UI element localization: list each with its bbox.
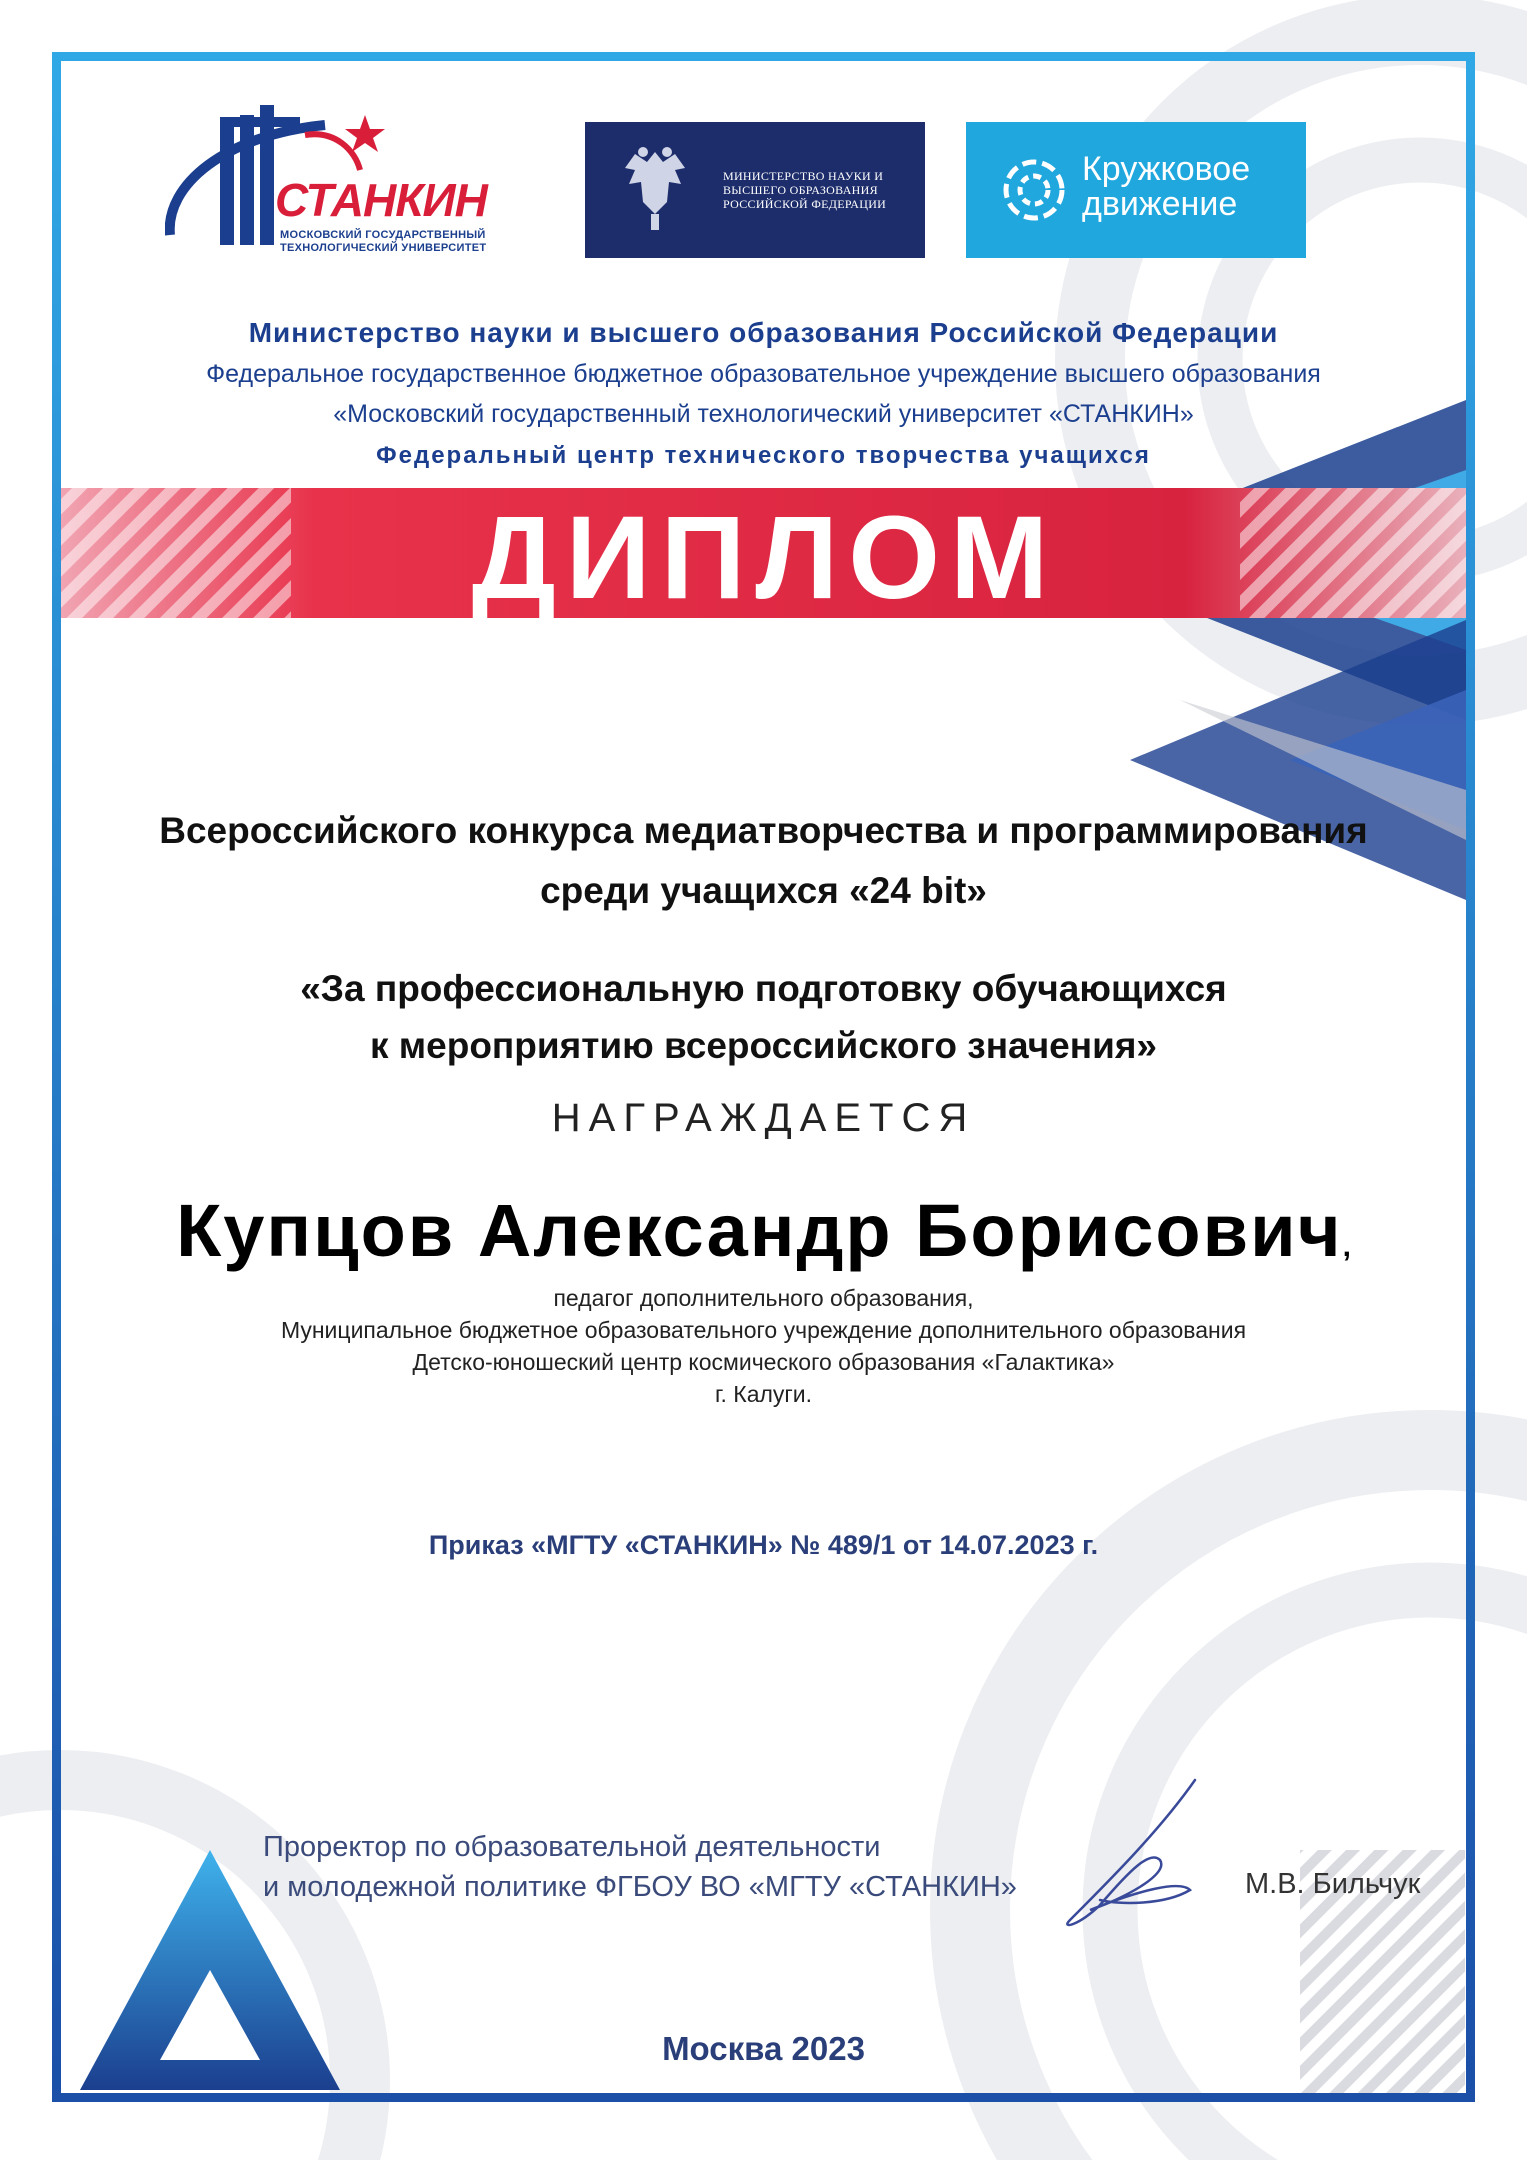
- awarded-label: НАГРАЖДАЕТСЯ: [551, 1096, 976, 1140]
- recipient-name: Купцов Александр Борисович: [176, 1189, 1343, 1272]
- nomination-line-1: «За профессиональную подготовку обучающихся: [300, 968, 1227, 1009]
- recipient-center: Детско-юношеский центр космического образования «Галактика»: [412, 1349, 1115, 1375]
- stankin-logo: [165, 95, 530, 270]
- order-reference: Приказ «МГТУ «СТАНКИН» № 489/1 от 14.07.2023 г.: [428, 1530, 1099, 1560]
- ministry-logo-text: МИНИСТЕРСТВО НАУКИ И ВЫСШЕГО ОБРАЗОВАНИЯ РОССИЙСКОЙ ФЕДЕРАЦИИ: [723, 169, 887, 211]
- recipient-details: [90, 1282, 1437, 1410]
- stankin-wordmark: СТАНКИН: [275, 174, 487, 226]
- ministry-logo: [585, 122, 925, 258]
- contest-line-1: Всероссийского конкурса медиатворчества и программирования: [159, 810, 1368, 851]
- double-headed-eagle-icon: [595, 122, 715, 258]
- city-year: Москва 2023: [662, 2030, 865, 2067]
- stankin-subtitle: МОСКОВСКИЙ ГОСУДАРСТВЕННЫЙ ТЕХНОЛОГИЧЕСКИЙ УНИВЕРСИТЕТ: [280, 229, 487, 254]
- header-center: Федеральный центр технического творчества учащихся: [376, 442, 1151, 469]
- signatory-title: [263, 1827, 1017, 1907]
- circular-dots-logo-icon: [994, 150, 1074, 230]
- header-institution-type: Федеральное государственное бюджетное образовательное учреждение высшего образования: [206, 360, 1321, 388]
- kruzhok-logo: [966, 122, 1306, 258]
- header-university: «Московский государственный технологический университет «СТАНКИН»: [333, 400, 1194, 428]
- nomination-line-2: к мероприятию всероссийского значения»: [369, 1025, 1158, 1066]
- recipient-name-block: [90, 1188, 1437, 1273]
- recipient-organization: Муниципальное бюджетное образовательного учреждение дополнительного образования: [280, 1317, 1247, 1343]
- recipient-position: педагог дополнительного образования,: [553, 1285, 974, 1311]
- signatory-name: М.В. Бильчук: [1245, 1868, 1421, 1900]
- kruzhok-logo-text: Кружковое движение: [1082, 150, 1251, 223]
- recipient-name-comma: ,: [1342, 1230, 1351, 1263]
- signatory-title-line-1: Проректор по образовательной деятельности: [263, 1831, 881, 1863]
- header-ministry: Министерство науки и высшего образования Российской Федерации: [248, 317, 1279, 348]
- diploma-title: ДИПЛОМ: [471, 492, 1059, 624]
- contest-line-2: среди учащихся «24 bit»: [540, 870, 987, 911]
- recipient-city: г. Калуги.: [714, 1381, 813, 1407]
- signatory-title-line-2: и молодежной политике ФГБОУ ВО «МГТУ «СТАНКИН»: [263, 1871, 1017, 1903]
